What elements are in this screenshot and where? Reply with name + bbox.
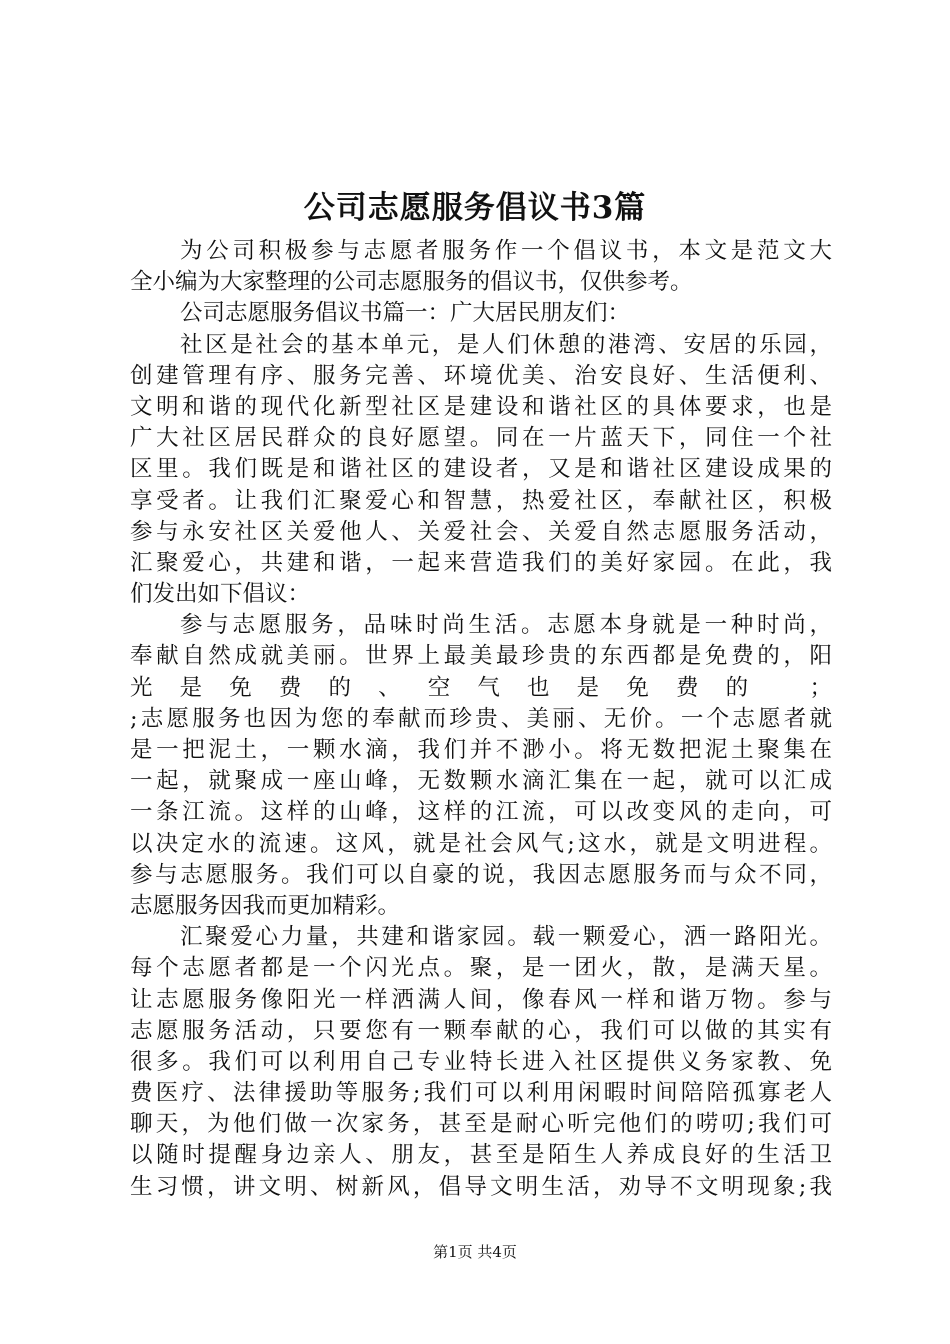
text-line: 公司志愿服务倡议书篇一：广大居民朋友们： [180, 300, 631, 327]
text-line: 让志愿服务像阳光一样洒满人间，像春风一样和谐万物。参与 [130, 986, 832, 1013]
text-line: 参与永安社区关爱他人、关爱社会、关爱自然志愿服务活动， [130, 518, 832, 545]
text-line: 为公司积极参与志愿者服务作一个倡议书，本文是范文大 [180, 238, 832, 264]
text-line: 以随时提醒身边亲人、朋友，甚至是陌生人养成良好的生活卫 [130, 1142, 832, 1169]
text-line: 一条江流。这样的山峰，这样的江流，可以改变风的走向，可 [130, 799, 832, 826]
text-line: 参与志愿服务。我们可以自豪的说，我因志愿服务而与众不同， [130, 861, 832, 888]
document-body [130, 236, 832, 1203]
text-line: 生习惯，讲文明、树新风，倡导文明生活，劝导不文明现象;我 [130, 1173, 832, 1200]
text-line: 费医疗、法律援助等服务;我们可以利用闲暇时间陪陪孤寡老人 [130, 1080, 832, 1107]
text-line: 社区是社会的基本单元，是人们休憩的港湾、安居的乐园， [180, 331, 832, 358]
text-line: 们发出如下倡议： [130, 581, 311, 608]
text-line: 一起，就聚成一座山峰，无数颗水滴汇集在一起，就可以汇成 [130, 768, 832, 795]
document-title: 公司志愿服务倡议书3篇 [303, 190, 647, 226]
text-line: 是一把泥土，一颗水滴，我们并不渺小。将无数把泥土聚集在 [130, 737, 832, 763]
text-line: ;志愿服务也因为您的奉献而珍贵、美丽、无价。一个志愿者就 [130, 705, 832, 732]
text-line: 汇聚爱心力量，共建和谐家园。载一颗爱心，洒一路阳光。 [180, 924, 832, 951]
text-line: 享受者。让我们汇聚爱心和智慧，热爱社区，奉献社区，积极 [130, 487, 832, 514]
text-line: 每个志愿者都是一个闪光点。聚，是一团火，散，是满天星。 [130, 955, 832, 982]
text-line: 广大社区居民群众的良好愿望。同在一片蓝天下，同住一个社 [130, 425, 832, 452]
text-line: 很多。我们可以利用自己专业特长进入社区提供义务家教、免 [130, 1048, 832, 1075]
text-line: 奉献自然成就美丽。世界上最美最珍贵的东西都是免费的，阳 [130, 643, 832, 670]
text-line: 聊天，为他们做一次家务，甚至是耐心听完他们的唠叨;我们可 [130, 1111, 832, 1138]
text-line: 参与志愿服务，品味时尚生活。志愿本身就是一种时尚， [180, 612, 832, 639]
page-footer: 第1页 共4页 [433, 1243, 517, 1261]
text-line: 以决定水的流速。这风，就是社会风气;这水，就是文明进程。 [130, 830, 832, 857]
text-line: 区里。我们既是和谐社区的建设者，又是和谐社区建设成果的 [130, 456, 832, 483]
text-line: 创建管理有序、服务完善、环境优美、治安良好、生活便利、 [130, 362, 832, 389]
text-line: 汇聚爱心，共建和谐，一起来营造我们的美好家园。在此，我 [130, 549, 832, 576]
text-line: 志愿服务因我而更加精彩。 [130, 892, 401, 919]
text-line: 光是免费的、空气也是免费的 ； [130, 674, 832, 701]
text-line: 全小编为大家整理的公司志愿服务的倡议书，仅供参考。 [130, 269, 693, 296]
text-line: 志愿服务活动，只要您有一颗奉献的心，我们可以做的其实有 [130, 1017, 832, 1044]
text-line: 文明和谐的现代化新型社区是建设和谐社区的具体要求，也是 [130, 393, 832, 420]
